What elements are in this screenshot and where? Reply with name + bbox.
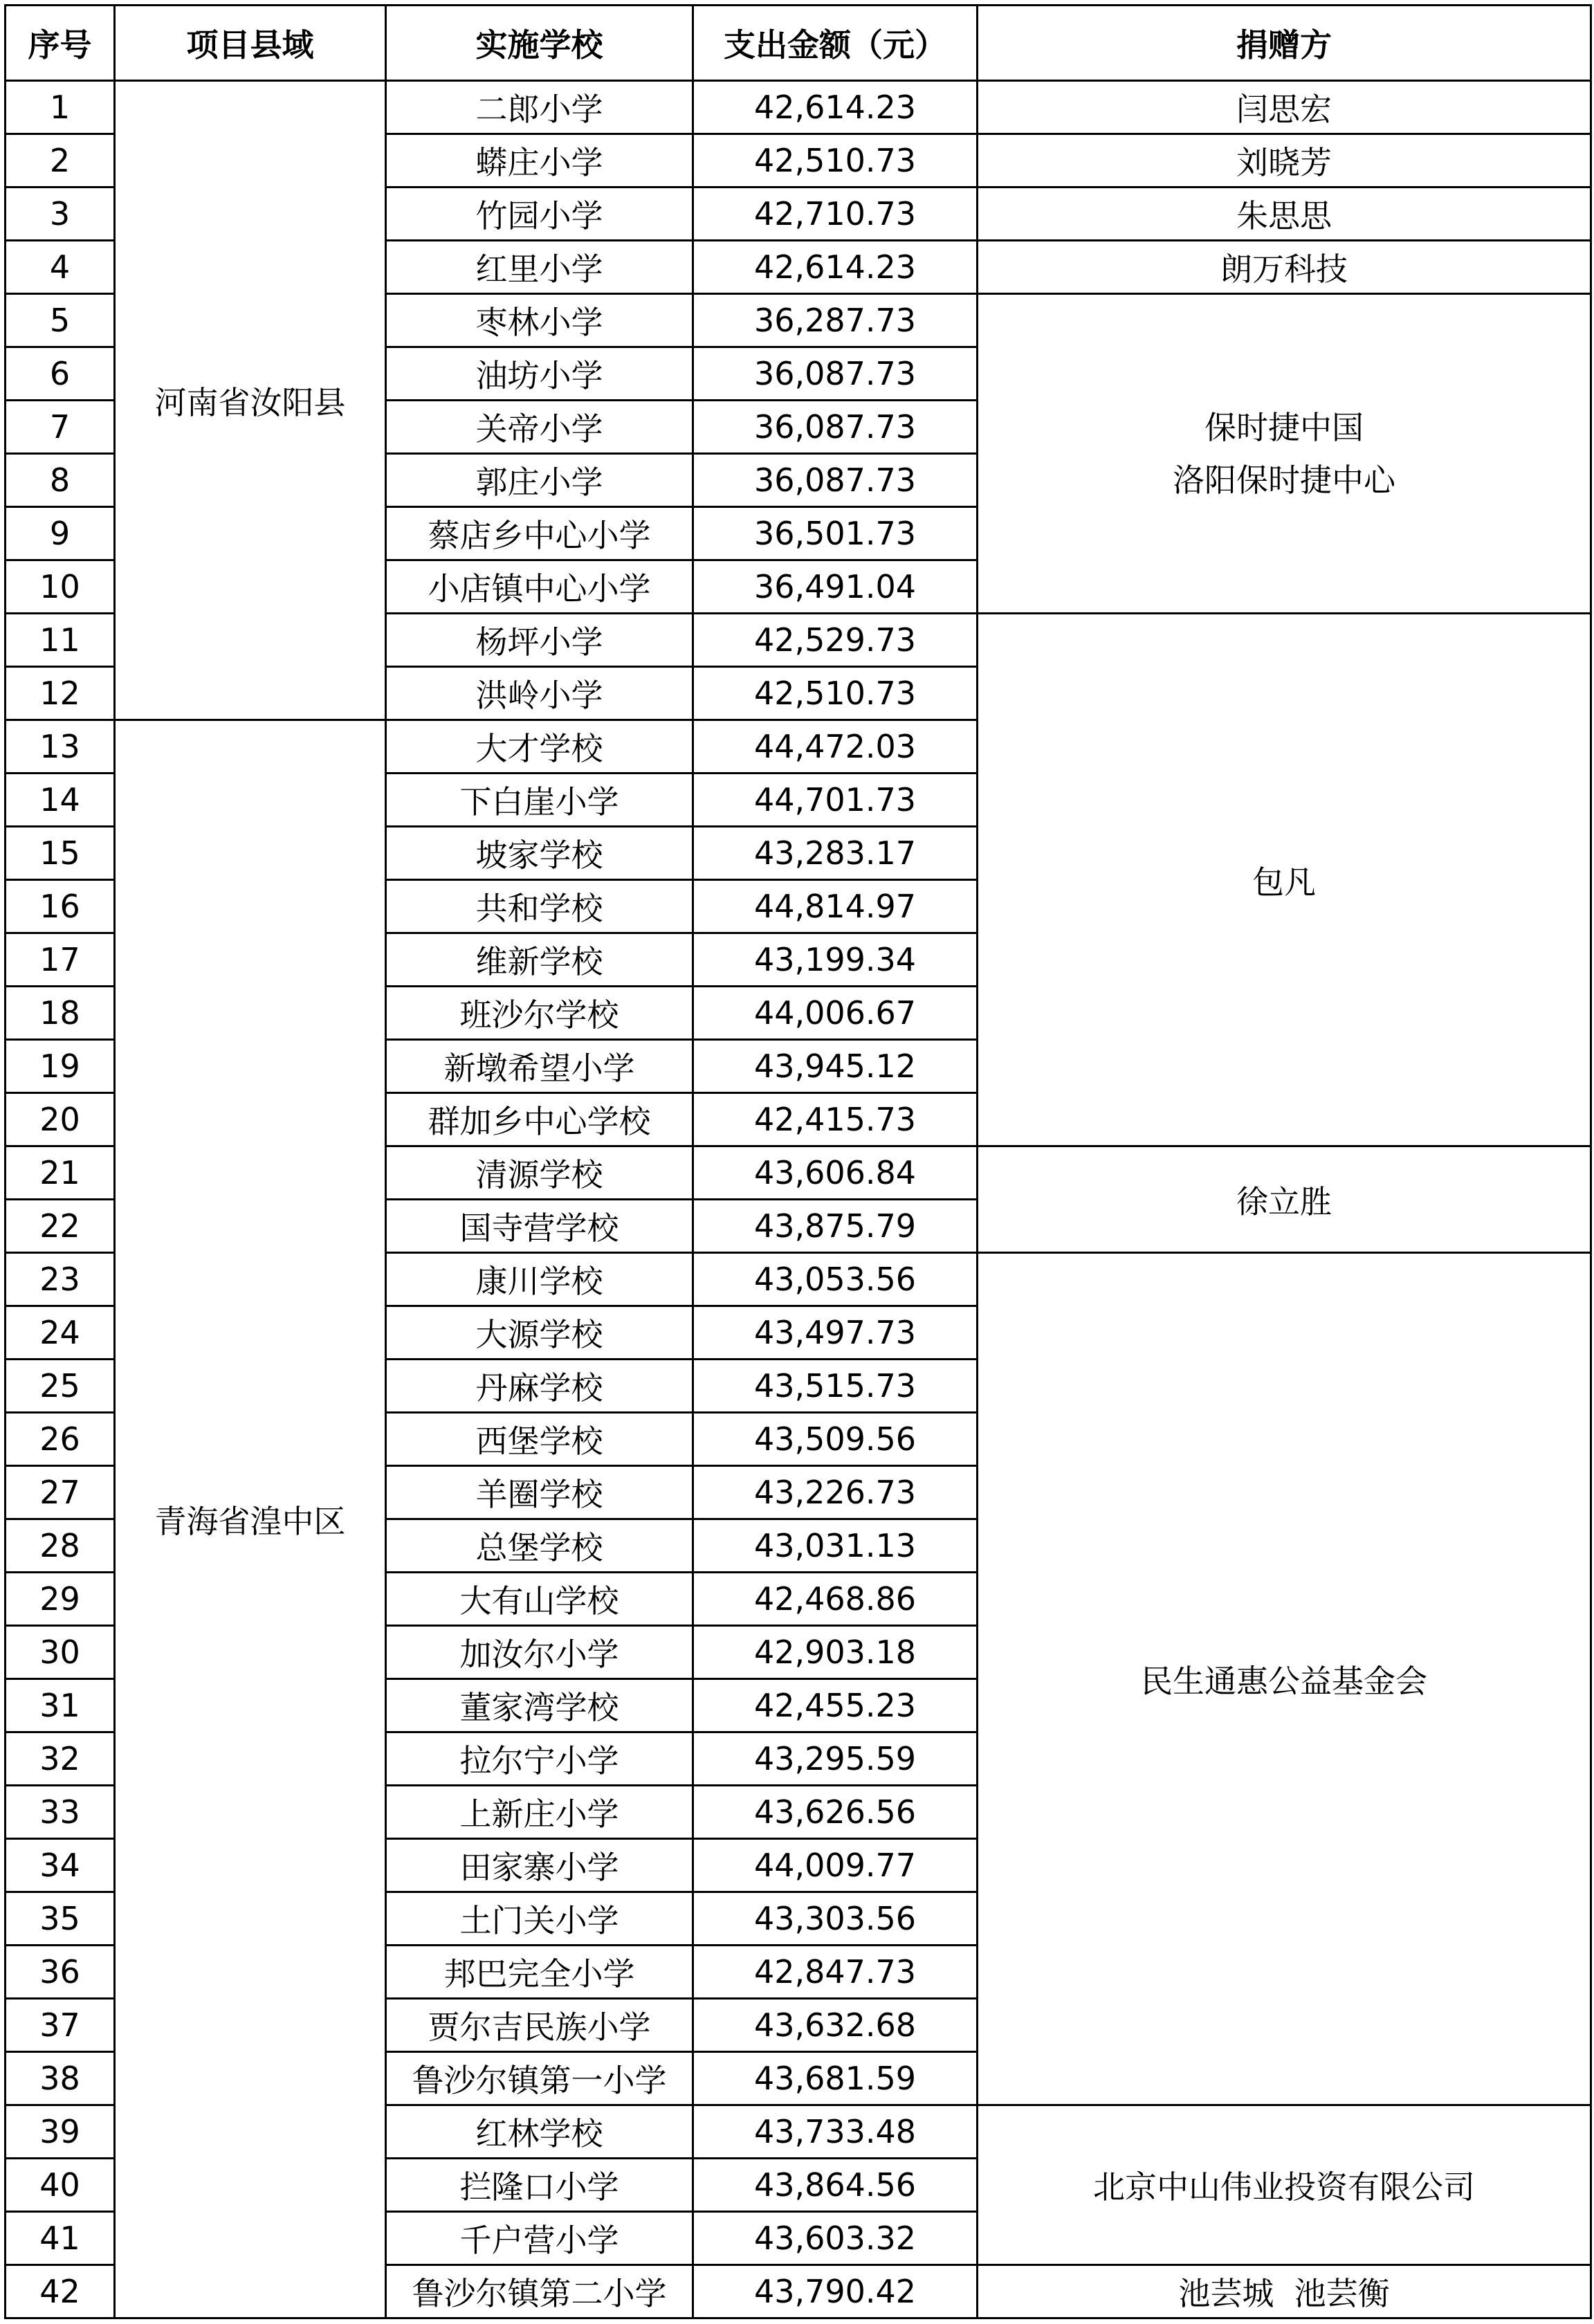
amount-cell: 43,226.73	[693, 1466, 978, 1519]
donor-cell-zhongshan: 北京中山伟业投资有限公司	[978, 2105, 1591, 2265]
row-index: 36	[6, 1946, 115, 1999]
amount-cell: 44,701.73	[693, 774, 978, 827]
row-index: 6	[6, 347, 115, 401]
amount-cell: 36,287.73	[693, 294, 978, 347]
donor-cell-porsche	[978, 294, 1591, 614]
school-cell: 加汝尔小学	[386, 1626, 693, 1679]
amount-cell: 43,603.32	[693, 2212, 978, 2265]
row-index: 22	[6, 1200, 115, 1253]
amount-cell: 43,626.56	[693, 1786, 978, 1839]
amount-cell: 43,053.56	[693, 1253, 978, 1306]
amount-cell: 42,455.23	[693, 1679, 978, 1732]
amount-cell: 44,472.03	[693, 720, 978, 774]
amount-cell: 43,790.42	[693, 2265, 978, 2318]
amount-cell: 43,606.84	[693, 1146, 978, 1200]
row-index: 23	[6, 1253, 115, 1306]
donor-cell: 闫思宏	[978, 81, 1591, 134]
school-cell: 拦隆口小学	[386, 2159, 693, 2212]
amount-cell: 42,614.23	[693, 241, 978, 294]
school-cell: 国寺营学校	[386, 1200, 693, 1253]
school-cell: 上新庄小学	[386, 1786, 693, 1839]
row-index: 26	[6, 1413, 115, 1466]
amount-cell: 44,009.77	[693, 1839, 978, 1892]
row-index: 40	[6, 2159, 115, 2212]
row-index: 3	[6, 187, 115, 241]
school-cell: 鲁沙尔镇第一小学	[386, 2052, 693, 2105]
row-index: 39	[6, 2105, 115, 2159]
donor-line: 洛阳保时捷中心	[1173, 461, 1395, 499]
region-cell-henan: 河南省汝阳县	[115, 81, 386, 720]
row-index: 11	[6, 614, 115, 667]
row-index: 10	[6, 560, 115, 614]
school-cell: 大源学校	[386, 1306, 693, 1360]
amount-cell: 43,283.17	[693, 827, 978, 880]
school-cell: 红林学校	[386, 2105, 693, 2159]
row-index: 18	[6, 987, 115, 1040]
school-cell: 红里小学	[386, 241, 693, 294]
row-index: 24	[6, 1306, 115, 1360]
table-row	[6, 81, 1591, 134]
header-amount: 支出金额（元）	[693, 6, 978, 81]
amount-cell: 42,415.73	[693, 1093, 978, 1146]
header-donor: 捐赠方	[978, 6, 1591, 81]
school-cell: 班沙尔学校	[386, 987, 693, 1040]
amount-cell: 43,515.73	[693, 1360, 978, 1413]
row-index: 7	[6, 401, 115, 454]
amount-cell: 36,087.73	[693, 401, 978, 454]
row-index: 41	[6, 2212, 115, 2265]
school-cell: 贾尔吉民族小学	[386, 1999, 693, 2052]
amount-cell: 42,903.18	[693, 1626, 978, 1679]
row-index: 28	[6, 1519, 115, 1573]
amount-cell: 43,681.59	[693, 2052, 978, 2105]
amount-cell: 42,710.73	[693, 187, 978, 241]
row-index: 16	[6, 880, 115, 933]
amount-cell: 36,087.73	[693, 454, 978, 507]
school-cell: 清源学校	[386, 1146, 693, 1200]
row-index: 21	[6, 1146, 115, 1200]
amount-cell: 43,497.73	[693, 1306, 978, 1360]
row-index: 12	[6, 667, 115, 720]
row-index: 15	[6, 827, 115, 880]
school-cell: 康川学校	[386, 1253, 693, 1306]
row-index: 31	[6, 1679, 115, 1732]
amount-cell: 43,864.56	[693, 2159, 978, 2212]
donor-cell-xulisheng: 徐立胜	[978, 1146, 1591, 1253]
donor-cell: 刘晓芳	[978, 134, 1591, 187]
school-cell: 蟒庄小学	[386, 134, 693, 187]
donor-line: 保时捷中国	[1204, 408, 1364, 446]
donor-cell: 朱思思	[978, 187, 1591, 241]
school-cell: 共和学校	[386, 880, 693, 933]
school-cell: 小店镇中心小学	[386, 560, 693, 614]
school-cell: 董家湾学校	[386, 1679, 693, 1732]
school-cell: 竹园小学	[386, 187, 693, 241]
row-index: 14	[6, 774, 115, 827]
amount-cell: 43,875.79	[693, 1200, 978, 1253]
amount-cell: 42,510.73	[693, 134, 978, 187]
amount-cell: 43,295.59	[693, 1732, 978, 1786]
amount-cell: 42,847.73	[693, 1946, 978, 1999]
region-cell-qinghai: 青海省湟中区	[115, 720, 386, 2318]
row-index: 33	[6, 1786, 115, 1839]
school-cell: 田家寨小学	[386, 1839, 693, 1892]
row-index: 9	[6, 507, 115, 560]
row-index: 1	[6, 81, 115, 134]
row-index: 2	[6, 134, 115, 187]
school-cell: 蔡店乡中心小学	[386, 507, 693, 560]
header-region: 项目县域	[115, 6, 386, 81]
row-index: 35	[6, 1892, 115, 1946]
donation-table	[4, 4, 1592, 2319]
amount-cell: 42,614.23	[693, 81, 978, 134]
row-index: 30	[6, 1626, 115, 1679]
school-cell: 丹麻学校	[386, 1360, 693, 1413]
school-cell: 总堡学校	[386, 1519, 693, 1573]
row-index: 27	[6, 1466, 115, 1519]
school-cell: 下白崖小学	[386, 774, 693, 827]
amount-cell: 36,491.04	[693, 560, 978, 614]
school-cell: 郭庄小学	[386, 454, 693, 507]
school-cell: 大有山学校	[386, 1573, 693, 1626]
donor-cell: 朗万科技	[978, 241, 1591, 294]
school-cell: 千户营小学	[386, 2212, 693, 2265]
school-cell: 新墩希望小学	[386, 1040, 693, 1093]
school-cell: 洪岭小学	[386, 667, 693, 720]
row-index: 42	[6, 2265, 115, 2318]
amount-cell: 43,509.56	[693, 1413, 978, 1466]
row-index: 38	[6, 2052, 115, 2105]
amount-cell: 44,006.67	[693, 987, 978, 1040]
row-index: 13	[6, 720, 115, 774]
amount-cell: 42,510.73	[693, 667, 978, 720]
donor-cell-minsheng: 民生通惠公益基金会	[978, 1253, 1591, 2105]
amount-cell: 44,814.97	[693, 880, 978, 933]
row-index: 29	[6, 1573, 115, 1626]
school-cell: 羊圈学校	[386, 1466, 693, 1519]
school-cell: 枣林小学	[386, 294, 693, 347]
school-cell: 群加乡中心学校	[386, 1093, 693, 1146]
row-index: 8	[6, 454, 115, 507]
row-index: 25	[6, 1360, 115, 1413]
amount-cell: 43,199.34	[693, 933, 978, 987]
school-cell: 拉尔宁小学	[386, 1732, 693, 1786]
row-index: 34	[6, 1839, 115, 1892]
row-index: 32	[6, 1732, 115, 1786]
row-index: 20	[6, 1093, 115, 1146]
row-index: 17	[6, 933, 115, 987]
school-cell: 邦巴完全小学	[386, 1946, 693, 1999]
row-index: 5	[6, 294, 115, 347]
school-cell: 维新学校	[386, 933, 693, 987]
header-index: 序号	[6, 6, 115, 81]
school-cell: 坡家学校	[386, 827, 693, 880]
school-cell: 大才学校	[386, 720, 693, 774]
donor-cell-baofan: 包凡	[978, 614, 1591, 1146]
school-cell: 油坊小学	[386, 347, 693, 401]
amount-cell: 42,529.73	[693, 614, 978, 667]
school-cell: 二郎小学	[386, 81, 693, 134]
school-cell: 杨坪小学	[386, 614, 693, 667]
row-index: 37	[6, 1999, 115, 2052]
amount-cell: 36,501.73	[693, 507, 978, 560]
school-cell: 西堡学校	[386, 1413, 693, 1466]
school-cell: 土门关小学	[386, 1892, 693, 1946]
amount-cell: 36,087.73	[693, 347, 978, 401]
amount-cell: 43,632.68	[693, 1999, 978, 2052]
row-index: 19	[6, 1040, 115, 1093]
row-index: 4	[6, 241, 115, 294]
amount-cell: 43,303.56	[693, 1892, 978, 1946]
header-row	[6, 6, 1591, 81]
amount-cell: 42,468.86	[693, 1573, 978, 1626]
amount-cell: 43,945.12	[693, 1040, 978, 1093]
amount-cell: 43,031.13	[693, 1519, 978, 1573]
school-cell: 鲁沙尔镇第二小学	[386, 2265, 693, 2318]
school-cell: 关帝小学	[386, 401, 693, 454]
header-school: 实施学校	[386, 6, 693, 81]
donor-cell-chi: 池芸城 池芸衡	[978, 2265, 1591, 2318]
amount-cell: 43,733.48	[693, 2105, 978, 2159]
